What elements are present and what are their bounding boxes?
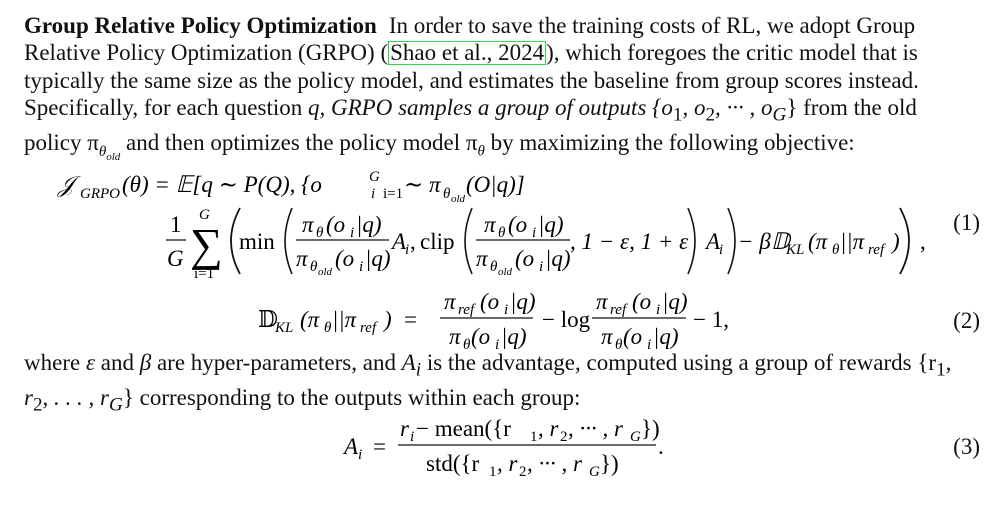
svg-text:KL: KL bbox=[275, 320, 294, 336]
svg-text:i: i bbox=[495, 337, 500, 353]
svg-text:𝔻: 𝔻 bbox=[258, 307, 278, 332]
svg-text:π: π bbox=[476, 246, 488, 271]
var-q: q bbox=[308, 95, 320, 121]
svg-text:A: A bbox=[706, 229, 721, 254]
svg-text:min: min bbox=[239, 229, 275, 254]
svg-text:i: i bbox=[350, 225, 355, 241]
svg-text:,: , bbox=[920, 229, 926, 254]
svg-text:,: , bbox=[410, 229, 416, 254]
svg-text:π: π bbox=[296, 246, 308, 271]
eq2-number: (2) bbox=[953, 308, 980, 333]
svg-text:θ: θ bbox=[498, 225, 506, 241]
svg-text:− mean({r: − mean({r bbox=[416, 416, 511, 441]
svg-text:− 1,: − 1, bbox=[693, 307, 729, 332]
section-runin-heading: Group Relative Policy Optimization bbox=[24, 13, 377, 38]
svg-text:i: i bbox=[358, 447, 363, 463]
svg-text:||π: ||π bbox=[332, 307, 357, 332]
svg-text:∼ π: ∼ π bbox=[404, 172, 441, 197]
svg-text:|q): |q) bbox=[365, 246, 391, 271]
svg-text:1: 1 bbox=[530, 429, 538, 445]
outer-paren-right bbox=[900, 208, 909, 274]
svg-text:|q): |q) bbox=[538, 212, 564, 237]
svg-text:(o: (o bbox=[326, 212, 346, 237]
svg-text:θ: θ bbox=[463, 337, 471, 353]
svg-text:(θ) = 𝔼[q ∼ P(Q), {o: (θ) = 𝔼[q ∼ P(Q), {o bbox=[122, 172, 322, 197]
svg-text:A: A bbox=[392, 229, 407, 254]
svg-text:old: old bbox=[318, 266, 333, 278]
svg-text:− log: − log bbox=[542, 307, 591, 332]
eq1-line2 bbox=[166, 207, 926, 282]
svg-text:=: = bbox=[373, 434, 386, 459]
svg-text:G: G bbox=[167, 246, 184, 271]
svg-text:=: = bbox=[404, 307, 417, 332]
clip-paren-left bbox=[465, 208, 472, 274]
min-paren-right bbox=[728, 208, 735, 274]
svg-text:ref: ref bbox=[458, 302, 475, 318]
svg-text:θ: θ bbox=[316, 225, 324, 241]
svg-text:π: π bbox=[449, 324, 461, 349]
var-epsilon: ε bbox=[85, 350, 96, 375]
svg-text:, ··· , r: , ··· , r bbox=[568, 416, 623, 441]
svg-text:2: 2 bbox=[560, 429, 568, 445]
svg-text:θ: θ bbox=[324, 320, 332, 336]
svg-text:(o: (o bbox=[623, 324, 643, 349]
svg-text:|q): |q) bbox=[501, 324, 527, 349]
svg-text:i: i bbox=[656, 302, 661, 318]
svg-text:std({r: std({r bbox=[426, 451, 480, 476]
svg-text:i: i bbox=[410, 429, 415, 445]
svg-text:A: A bbox=[344, 434, 359, 459]
svg-text:i=1: i=1 bbox=[383, 186, 404, 202]
svg-text:1: 1 bbox=[170, 212, 182, 237]
svg-text:𝒥: 𝒥 bbox=[58, 172, 74, 197]
intro-paragraph: Group Relative Policy Optimization In order to save the training costs of RL, we adopt Group Relative Policy Optimization (GRPO) (Shao et al., 2024), which foregoes the critic model that is typically the same size as the policy model, and estimates the baseline from group scores instead. Specifically, for each question q, GRPO samples a group of outputs {$o_1$, $o_2$, ··· , $o_G$} from the old policy $\pi_{\theta_{old}}$ and then optimizes the policy model $\pi_\theta$ by maximizing the following objective: bbox=[24, 13, 919, 163]
svg-text:i: i bbox=[371, 186, 376, 202]
svg-text:(o: (o bbox=[480, 289, 500, 314]
svg-text:): ) bbox=[892, 229, 900, 254]
svg-text:i: i bbox=[719, 242, 724, 258]
svg-text:|q): |q) bbox=[662, 289, 688, 314]
svg-text:|q): |q) bbox=[653, 324, 679, 349]
svg-text:(o: (o bbox=[471, 324, 491, 349]
advantage-paragraph: where ε and β are hyper-parameters, and $A_i$ is the advantage, computed using a group of rewards {$r_1$, $r_2$, . . . , $r_G$} corresponding to the outputs within each group: bbox=[24, 350, 952, 416]
eq3-number: (3) bbox=[953, 434, 980, 459]
svg-text:(π: (π bbox=[300, 307, 320, 332]
svg-text:θ: θ bbox=[310, 259, 318, 275]
eq1-line1 bbox=[57, 169, 525, 205]
svg-text:G: G bbox=[369, 169, 380, 185]
svg-text:(o: (o bbox=[335, 246, 355, 271]
svg-text:θ: θ bbox=[490, 259, 498, 275]
svg-text:i: i bbox=[405, 242, 410, 258]
svg-text:|q): |q) bbox=[545, 246, 571, 271]
svg-text:∑: ∑ bbox=[190, 219, 223, 270]
svg-text:2: 2 bbox=[519, 464, 527, 480]
svg-text:G: G bbox=[199, 207, 210, 223]
svg-text:GRPO: GRPO bbox=[80, 186, 120, 202]
svg-text:i: i bbox=[359, 259, 364, 275]
svg-text:|q): |q) bbox=[356, 212, 382, 237]
svg-text:π: π bbox=[484, 212, 496, 237]
var-beta: β bbox=[139, 350, 152, 375]
svg-text:}): }) bbox=[641, 416, 660, 441]
svg-text:i: i bbox=[647, 337, 652, 353]
svg-text:i=1: i=1 bbox=[194, 266, 215, 282]
svg-text:(O|q)]: (O|q)] bbox=[466, 172, 525, 197]
eq3 bbox=[342, 416, 664, 480]
svg-text:− β𝔻: − β𝔻 bbox=[738, 229, 790, 254]
svg-text:π: π bbox=[596, 289, 608, 314]
svg-text:, r: , r bbox=[538, 416, 559, 441]
svg-text:θ: θ bbox=[615, 337, 623, 353]
svg-text:old: old bbox=[498, 266, 513, 278]
svg-text:ref: ref bbox=[610, 302, 627, 318]
svg-text:(o: (o bbox=[632, 289, 652, 314]
svg-text:i: i bbox=[539, 259, 544, 275]
svg-text:1: 1 bbox=[489, 464, 497, 480]
svg-text:π: π bbox=[302, 212, 314, 237]
svg-text:old: old bbox=[451, 193, 466, 205]
min-paren-left bbox=[285, 208, 292, 274]
citation-link[interactable]: Shao et al., 2024 bbox=[390, 40, 545, 66]
svg-text:(o: (o bbox=[515, 246, 535, 271]
svg-text:π: π bbox=[444, 289, 456, 314]
svg-text:ref: ref bbox=[868, 242, 885, 258]
svg-text:KL: KL bbox=[786, 242, 805, 258]
svg-text:ref: ref bbox=[360, 320, 377, 336]
svg-text:, 1 − ε, 1 + ε: , 1 − ε, 1 + ε bbox=[570, 229, 689, 254]
svg-text:, ··· , r: , ··· , r bbox=[527, 451, 582, 476]
svg-text:i: i bbox=[532, 225, 537, 241]
svg-text:i: i bbox=[504, 302, 509, 318]
svg-text:G: G bbox=[630, 429, 641, 445]
svg-text:(o: (o bbox=[508, 212, 528, 237]
svg-text:θ: θ bbox=[832, 242, 840, 258]
svg-text:|q): |q) bbox=[510, 289, 536, 314]
svg-text:G: G bbox=[589, 464, 600, 480]
svg-text:π: π bbox=[601, 324, 613, 349]
svg-text:.: . bbox=[658, 434, 664, 459]
svg-text:r: r bbox=[400, 416, 409, 441]
svg-text:clip: clip bbox=[420, 229, 455, 254]
eq2 bbox=[258, 289, 729, 353]
eq1-number: (1) bbox=[953, 210, 980, 235]
svg-text:||π: ||π bbox=[840, 229, 865, 254]
svg-text:, r: , r bbox=[497, 451, 518, 476]
clip-paren-right bbox=[688, 208, 695, 274]
svg-text:θ: θ bbox=[443, 186, 451, 202]
svg-text:): ) bbox=[384, 307, 392, 332]
svg-text:}): }) bbox=[600, 451, 619, 476]
svg-text:(π: (π bbox=[808, 229, 828, 254]
